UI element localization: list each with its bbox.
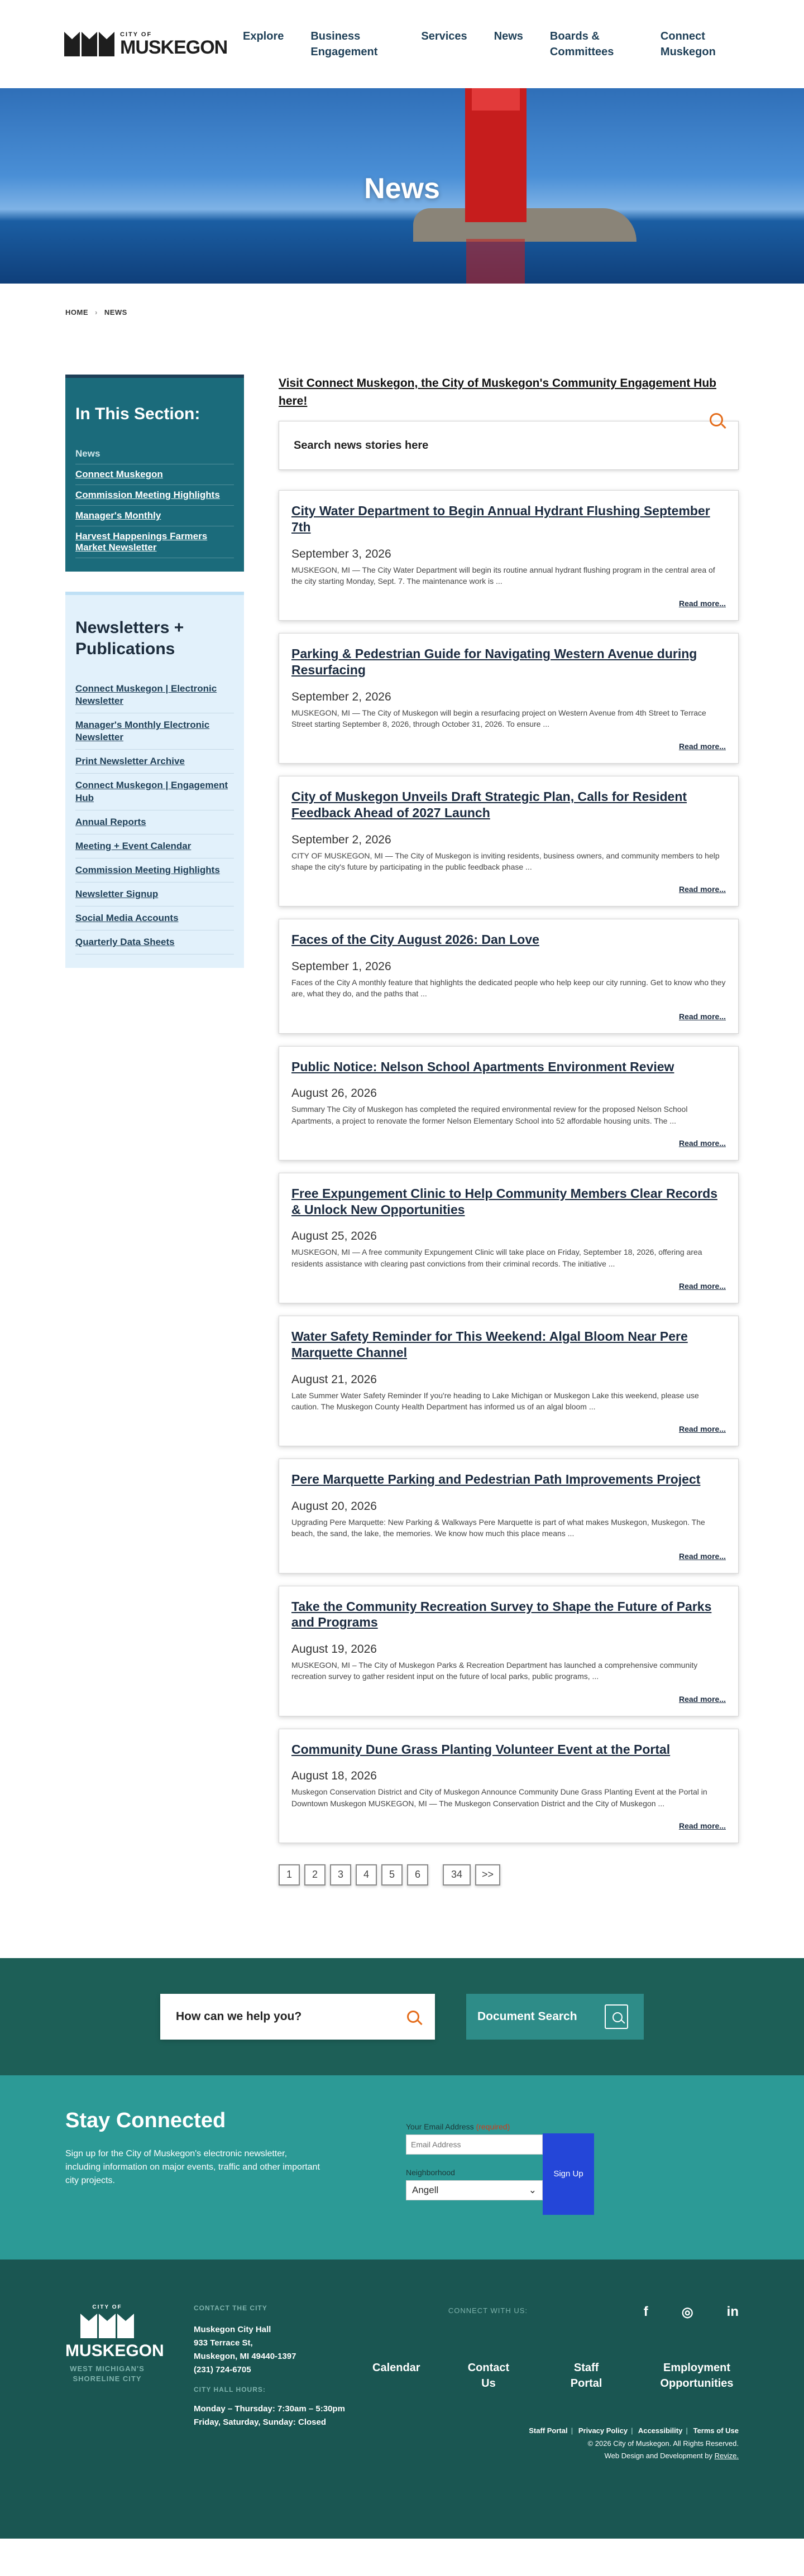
page-34-button[interactable]: 34 <box>443 1864 471 1886</box>
news-card-title[interactable]: Community Dune Grass Planting Volunteer Event at the Portal <box>291 1742 671 1757</box>
footer-right <box>372 2304 739 2539</box>
credit <box>529 2450 739 2463</box>
news-card <box>279 633 739 764</box>
pub-link-annual-reports[interactable]: Annual Reports <box>75 810 234 834</box>
legal-staff-portal[interactable]: Staff Portal <box>529 2426 568 2435</box>
news-cards <box>279 490 739 1843</box>
pub-link-newsletter-signup[interactable]: Newsletter Signup <box>75 882 234 906</box>
news-card-date: September 1, 2026 <box>291 960 391 973</box>
read-more-link[interactable]: Read more... <box>678 1282 726 1291</box>
hero-banner <box>0 88 804 284</box>
news-card-title[interactable]: Water Safety Reminder for This Weekend: Algal Bloom Near Pere Marquette Channel <box>291 1329 688 1360</box>
hero-reflection <box>466 239 525 284</box>
publications-title: Newsletters + Publications <box>75 618 184 658</box>
news-card-date: August 19, 2026 <box>291 1643 377 1656</box>
news-card-excerpt: MUSKEGON, MI – The City of Muskegon Parks & Recreation Department has launched a comprehensive community recreation survey to gather resident input on the future of local parks, public programs, ... <box>291 1661 698 1681</box>
read-more-link[interactable]: Read more... <box>678 1551 726 1561</box>
read-more-link[interactable]: Read more... <box>678 1138 726 1148</box>
news-list <box>279 375 739 1958</box>
breadcrumb-separator-icon: › <box>95 308 98 316</box>
search-icon[interactable] <box>710 413 723 426</box>
instagram-icon[interactable]: ◎ <box>681 2304 693 2320</box>
email-label <box>406 2122 543 2131</box>
sidebar <box>65 375 244 1958</box>
footer-link-employment[interactable]: Employment Opportunities <box>660 2361 734 2390</box>
page-4-button[interactable]: 4 <box>356 1864 377 1886</box>
news-card-date: August 21, 2026 <box>291 1373 377 1386</box>
legal-divider: | <box>631 2426 633 2435</box>
footer-link-calendar[interactable]: Calendar <box>372 2361 420 2374</box>
sidebar-item-commission-highlights[interactable]: Commission Meeting Highlights <box>75 485 234 506</box>
neighborhood-value: Angell <box>412 2184 439 2195</box>
city-logo[interactable] <box>64 32 226 57</box>
news-card <box>279 1316 739 1446</box>
page-2-button[interactable]: 2 <box>304 1864 326 1886</box>
sidebar-item-managers-monthly[interactable]: Manager's Monthly <box>75 506 234 526</box>
site-search <box>160 1994 435 2040</box>
contact-line: Muskegon, MI 49440-1397 <box>194 2351 296 2361</box>
news-card-title[interactable]: Pere Marquette Parking and Pedestrian Path Improvements Project <box>291 1472 701 1487</box>
pagination <box>279 1864 739 1886</box>
news-card <box>279 1173 739 1303</box>
news-card <box>279 1046 739 1160</box>
chevron-down-icon: ⌄ <box>528 2184 537 2195</box>
nav-services[interactable]: Services <box>421 30 467 42</box>
news-card-title[interactable]: Public Notice: Nelson School Apartments Environment Review <box>291 1059 674 1074</box>
news-card-date: September 2, 2026 <box>291 833 391 846</box>
stay-connected-title: Stay Connected <box>65 2108 226 2132</box>
read-more-link[interactable]: Read more... <box>678 1694 726 1704</box>
linkedin-icon[interactable]: in <box>726 2304 739 2319</box>
pub-link-print-archive[interactable]: Print Newsletter Archive <box>75 750 234 774</box>
logo-city-of: CITY OF <box>120 31 152 38</box>
news-card-title[interactable]: Take the Community Recreation Survey to Shape the Future of Parks and Programs <box>291 1599 712 1630</box>
nav-news[interactable]: News <box>494 30 523 42</box>
document-search-label: Document Search <box>477 2009 577 2023</box>
hours-line: Friday, Saturday, Sunday: Closed <box>194 2417 326 2427</box>
footer-logo-mark-icon <box>65 2314 149 2338</box>
news-card-date: September 3, 2026 <box>291 547 391 560</box>
main-content <box>0 341 804 1958</box>
breadcrumb-home[interactable]: HOME <box>65 308 88 316</box>
signup-form <box>406 2109 594 2260</box>
legal-accessibility[interactable]: Accessibility <box>638 2426 683 2435</box>
hero-lighthouse-top <box>472 88 520 111</box>
news-card-excerpt: Summary The City of Muskegon has completed the required environmental review for the proposed Nelson School Apartments, a project to renovate the former Nelson Elementary School into 52 affordable housing units. The ... <box>291 1105 688 1125</box>
signup-button[interactable]: Sign Up <box>543 2133 594 2215</box>
section-nav <box>65 375 244 572</box>
news-card <box>279 490 739 621</box>
page-6-button[interactable]: 6 <box>407 1864 428 1886</box>
email-required-text: (required) <box>476 2122 510 2131</box>
news-card-excerpt: Late Summer Water Safety Reminder If you're heading to Lake Michigan or Muskegon Lake this weekend, please use caution. The Muskegon County Health Department has informed us of an algal bloom ... <box>291 1390 699 1411</box>
read-more-link[interactable]: Read more... <box>678 1821 726 1830</box>
next-page-button[interactable]: >> <box>475 1864 500 1886</box>
legal-privacy[interactable]: Privacy Policy <box>578 2426 628 2435</box>
read-more-link[interactable]: Read more... <box>678 1011 726 1021</box>
copyright: © 2026 City of Muskegon. All Rights Reserved. <box>587 2439 739 2448</box>
news-card-excerpt: MUSKEGON, MI — A free community Expungement Clinic will take place on Friday, September 18, 2026, offering area residents assistance with clearing past convictions from their criminal records. The initiative ... <box>291 1248 702 1268</box>
news-card-date: August 18, 2026 <box>291 1769 377 1783</box>
page-title: News <box>364 172 440 205</box>
footer-link-staff-portal[interactable]: Staff Portal <box>570 2361 602 2390</box>
news-card-date: August 25, 2026 <box>291 1230 377 1243</box>
engagement-hub-link[interactable]: Visit Connect Muskegon, the City of Muskegon's Community Engagement Hub here! <box>279 377 717 407</box>
credit-prefix: Web Design and Development by <box>604 2452 715 2460</box>
section-nav-title: In This Section: <box>75 405 200 423</box>
legal-terms[interactable]: Terms of Use <box>693 2426 739 2435</box>
footer-tagline: WEST MICHIGAN'S SHORELINE CITY <box>70 2364 145 2383</box>
news-card-excerpt: Faces of the City A monthly feature that highlights the dedicated people who help keep our city running. Get to know who they are, what they do, and the paths that ... <box>291 978 726 999</box>
read-more-link[interactable]: Read more... <box>678 742 726 751</box>
pub-link-social-media[interactable]: Social Media Accounts <box>75 906 234 930</box>
news-card-date: September 2, 2026 <box>291 690 391 703</box>
footer-city-of: CITY OF <box>92 2304 122 2310</box>
connect-label: CONNECT WITH US: <box>448 2306 528 2315</box>
footer-legal <box>529 2425 739 2463</box>
logo-muskegon: MUSKEGON <box>120 36 228 58</box>
facebook-icon[interactable]: f <box>643 2304 648 2319</box>
stay-connected-text: Sign up for the City of Muskegon's electronic newsletter, including information on major events, traffic and other important city projects. <box>65 2148 320 2185</box>
site-footer <box>0 2260 804 2539</box>
nav-explore[interactable]: Explore <box>243 30 284 42</box>
document-search-icon <box>605 2004 628 2029</box>
contact-phone[interactable]: (231) 724-6705 <box>194 2364 251 2374</box>
main-nav <box>243 28 740 60</box>
email-label-text: Your Email Address <box>406 2122 474 2131</box>
pagination-gap <box>433 1864 438 1886</box>
news-card-excerpt: CITY OF MUSKEGON, MI — The City of Muskegon is inviting residents, business owners, and community members to help shape the city's future by participating in the public feedback phase ... <box>291 851 720 871</box>
nav-business-engagement[interactable]: Business Engagement <box>310 30 378 58</box>
sidebar-item-connect-muskegon[interactable]: Connect Muskegon <box>75 464 234 485</box>
contact-heading: CONTACT THE CITY <box>194 2304 267 2312</box>
footer-contact <box>194 2304 372 2539</box>
sidebar-item-news[interactable]: News <box>75 444 234 464</box>
news-search <box>279 421 739 470</box>
read-more-link[interactable]: Read more... <box>678 885 726 894</box>
hours-heading: CITY HALL HOURS: <box>194 2385 266 2393</box>
footer-logo[interactable] <box>65 2304 164 2539</box>
neighborhood-label: Neighborhood <box>406 2167 455 2177</box>
sidebar-item-harvest-happenings[interactable]: Harvest Happenings Farmers Market Newsletter <box>75 526 234 558</box>
nav-connect-muskegon[interactable]: Connect Muskegon <box>660 30 716 58</box>
publications-box <box>65 592 244 968</box>
contact-line: Muskegon City Hall <box>194 2324 271 2334</box>
footer-quick-links <box>372 2360 739 2391</box>
pub-link-electronic-newsletter[interactable]: Connect Muskegon | Electronic Newsletter <box>75 677 234 713</box>
neighborhood-select[interactable] <box>406 2180 543 2200</box>
news-card <box>279 919 739 1033</box>
hours-line: Monday – Thursday: 7:30am – 5:30pm <box>194 2404 345 2414</box>
news-card <box>279 1586 739 1716</box>
breadcrumb <box>0 284 804 341</box>
pub-link-event-calendar[interactable]: Meeting + Event Calendar <box>75 834 234 858</box>
credit-link[interactable]: Revize. <box>714 2452 739 2460</box>
news-card-title[interactable]: Faces of the City August 2026: Dan Love <box>291 932 539 947</box>
news-card-excerpt: MUSKEGON, MI — The City of Muskegon will begin a resurfacing project on Western Avenue from 4th Street to Terrace Street starting September 8, 2026, through October 31, 2026. To ensure ... <box>291 708 706 728</box>
news-card <box>279 776 739 906</box>
nav-boards-committees[interactable]: Boards & Committees <box>549 30 614 58</box>
legal-divider: | <box>571 2426 573 2435</box>
legal-divider: | <box>686 2426 688 2435</box>
pub-link-engagement-hub[interactable]: Connect Muskegon | Engagement Hub <box>75 774 234 810</box>
logo-mark-icon <box>64 32 114 56</box>
news-card-excerpt: MUSKEGON, MI — The City Water Department will begin its routine annual hydrant flushing program in the central area of the city starting Monday, Sept. 7. The maintenance work is ... <box>291 565 715 586</box>
email-field[interactable] <box>406 2134 543 2155</box>
document-search-button[interactable] <box>466 1994 644 2040</box>
news-card-title[interactable]: Parking & Pedestrian Guide for Navigating Western Avenue during Resurfacing <box>291 646 697 677</box>
search-icon[interactable] <box>407 2011 419 2023</box>
news-card-date: August 26, 2026 <box>291 1087 377 1100</box>
page-5-button[interactable]: 5 <box>381 1864 403 1886</box>
footer-muskegon: MUSKEGON <box>65 2341 164 2360</box>
news-card-title[interactable]: City of Muskegon Unveils Draft Strategic Plan, Calls for Resident Feedback Ahead of 2027 Launch <box>291 789 687 820</box>
news-card-excerpt: Muskegon Conservation District and City of Muskegon Announce Community Dune Grass Planting Event at the Portal in Downtown Muskegon MUSKEGON, MI — The Muskegon Conservation District and the City of Muskegon ... <box>291 1787 707 1808</box>
social-links <box>644 2304 739 2320</box>
read-more-link[interactable]: Read more... <box>678 1424 726 1434</box>
site-header <box>0 0 804 88</box>
footer-link-contact[interactable]: Contact Us <box>467 2361 510 2390</box>
site-search-input[interactable] <box>176 2010 377 2023</box>
news-card <box>279 1729 739 1843</box>
pub-link-quarterly-data[interactable]: Quarterly Data Sheets <box>75 930 234 954</box>
news-card-title[interactable]: Free Expungement Clinic to Help Community Members Clear Records & Unlock New Opportunities <box>291 1186 717 1217</box>
pub-link-managers-monthly[interactable]: Manager's Monthly Electronic Newsletter <box>75 713 234 750</box>
help-band <box>0 1958 804 2075</box>
breadcrumb-news[interactable]: NEWS <box>104 308 127 316</box>
pub-link-commission-highlights[interactable]: Commission Meeting Highlights <box>75 858 234 882</box>
page-1-button[interactable]: 1 <box>279 1864 300 1886</box>
news-search-input[interactable] <box>279 421 739 470</box>
news-card-date: August 20, 2026 <box>291 1499 377 1513</box>
page-3-button[interactable]: 3 <box>330 1864 351 1886</box>
news-card <box>279 1459 739 1573</box>
news-card-title[interactable]: City Water Department to Begin Annual Hydrant Flushing September 7th <box>291 503 710 534</box>
contact-line: 933 Terrace St, <box>194 2338 253 2348</box>
read-more-link[interactable]: Read more... <box>678 599 726 608</box>
newsletter-signup <box>0 2075 804 2260</box>
news-card-excerpt: Upgrading Pere Marquette: New Parking & Walkways Pere Marquette is part of what makes Muskegon, Muskegon. The beach, the sand, the lake, the memories. We know how much this place means ... <box>291 1517 705 1538</box>
